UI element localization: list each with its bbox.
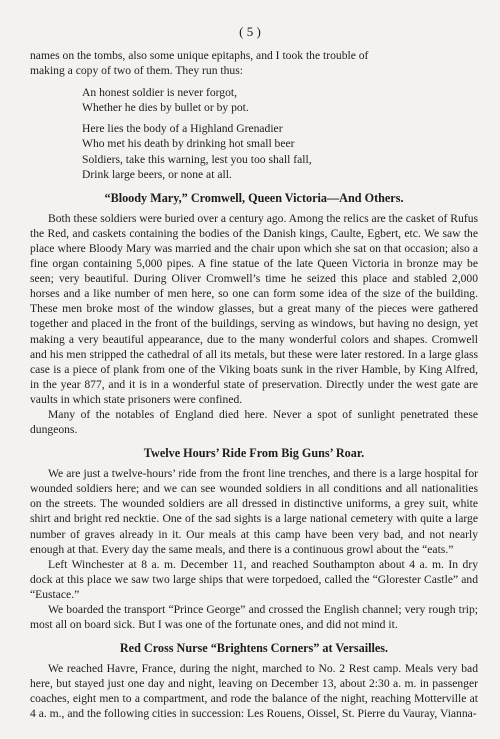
paragraph: Both these soldiers were buried over a century ago. Among the relics are the casket of Rufus the Red, and caskets containing the bodies of the Danish kings, Caulte, Egbert, etc. We saw the place where Bloody Mary was married and the chair upon which she sat on that occasion; also a fine organ containing 5,000 pipes. A fine statue of the late Queen Victoria in bronze may be seen; very beautiful. During Oliver Cromwell’s time he seized this place and stabled 2,000 horses and a like number of men here, so one can form some idea of the size of the building. These men broke most of the window glasses, but a great many of the pieces were gathered together and placed in the front of the buildings, serving as windows, but having no design, yet making a very beautiful appearance, due to the many wonderful colors and shapes. Cromwell and his men stripped the cathedral of all its metals, but these were later restored. In a large glass case is a piece of plank from one of the Viking boats sunk in the river Hamble, by King Alfred, in the year 877, and it is in a wonderful state of preservation. Directly under the west gate are vaults in which state prisoners were confined. (30, 211, 478, 406)
epitaph-1 (82, 85, 478, 182)
paragraph: We boarded the transport “Prince George” and crossed the English channel; very rough trip; most all on board sick. But I was one of the fortunate ones, and did not mind it. (30, 603, 478, 632)
epitaph-2-line: Drink large beers, or none at all. (82, 167, 232, 181)
epitaph-1-line: Whether he dies by bullet or by pot. (82, 101, 249, 115)
paragraph: We are just a twelve-hours’ ride from the front line trenches, and there is a large hospital for wounded soldiers here; and we can see wounded soldiers in all conditions and all nationalities on the streets. The wounded soldiers are all dressed in distinctive uniforms, a grey suit, white shirt and bright red necktie. One of the sad sights is a large national cemetery with quite a large number of graves already in it. Our meals at this camp have been very bad, and not nearly enough at that. Every day the same meals, and there is a continuous growl about the “eats.” (30, 467, 478, 556)
page-body (30, 48, 478, 722)
epitaph-2 (82, 121, 478, 181)
intro-line-2: making a copy of two of them. They run thus: (30, 64, 243, 78)
intro-line-1: names on the tombs, also some unique epitaphs, and I took the trouble of (30, 49, 369, 62)
paragraph: Left Winchester at 8 a. m. December 11, and reached Southampton about 4 a. m. In dry dock at this place we saw two large ships that were torpedoed, called the “Glorester Castle” and “Eustace.” (30, 557, 478, 601)
section-heading-red-cross: Red Cross Nurse “Brightens Corners” at Versailles. (119, 641, 389, 656)
paragraph: Many of the notables of England died here. Never a spot of sunlight penetrated these dungeons. (30, 407, 478, 437)
page-number: ( 5 ) (239, 24, 261, 39)
section-heading-bloody-mary: “Bloody Mary,” Cromwell, Queen Victoria—And Others. (104, 190, 404, 205)
epitaph-2-line: Soldiers, take this warning, lest you too shall fall, (82, 152, 312, 166)
epitaph-2-line: Who met his death by drinking hot small beer (82, 137, 295, 151)
epitaph-2-line: Here lies the body of a Highland Grenadier (82, 122, 283, 136)
paragraph: We reached Havre, France, during the night, marched to No. 2 Rest camp. Meals very bad here, but stayed just one day and night, leaving on December 13, about 2:30 a. m. in passenger coaches, eight men to a compartment, and rode the balance of the night, reaching Motterville at 4 a. m., and the following cities in succession: Les Rouens, Oissel, St. Pierre du Vauray, Vianna- (30, 662, 478, 721)
section-heading-twelve-hours: Twelve Hours’ Ride From Big Guns’ Roar. (143, 446, 365, 461)
epitaph-1-line: An honest soldier is never forgot, (82, 86, 237, 100)
